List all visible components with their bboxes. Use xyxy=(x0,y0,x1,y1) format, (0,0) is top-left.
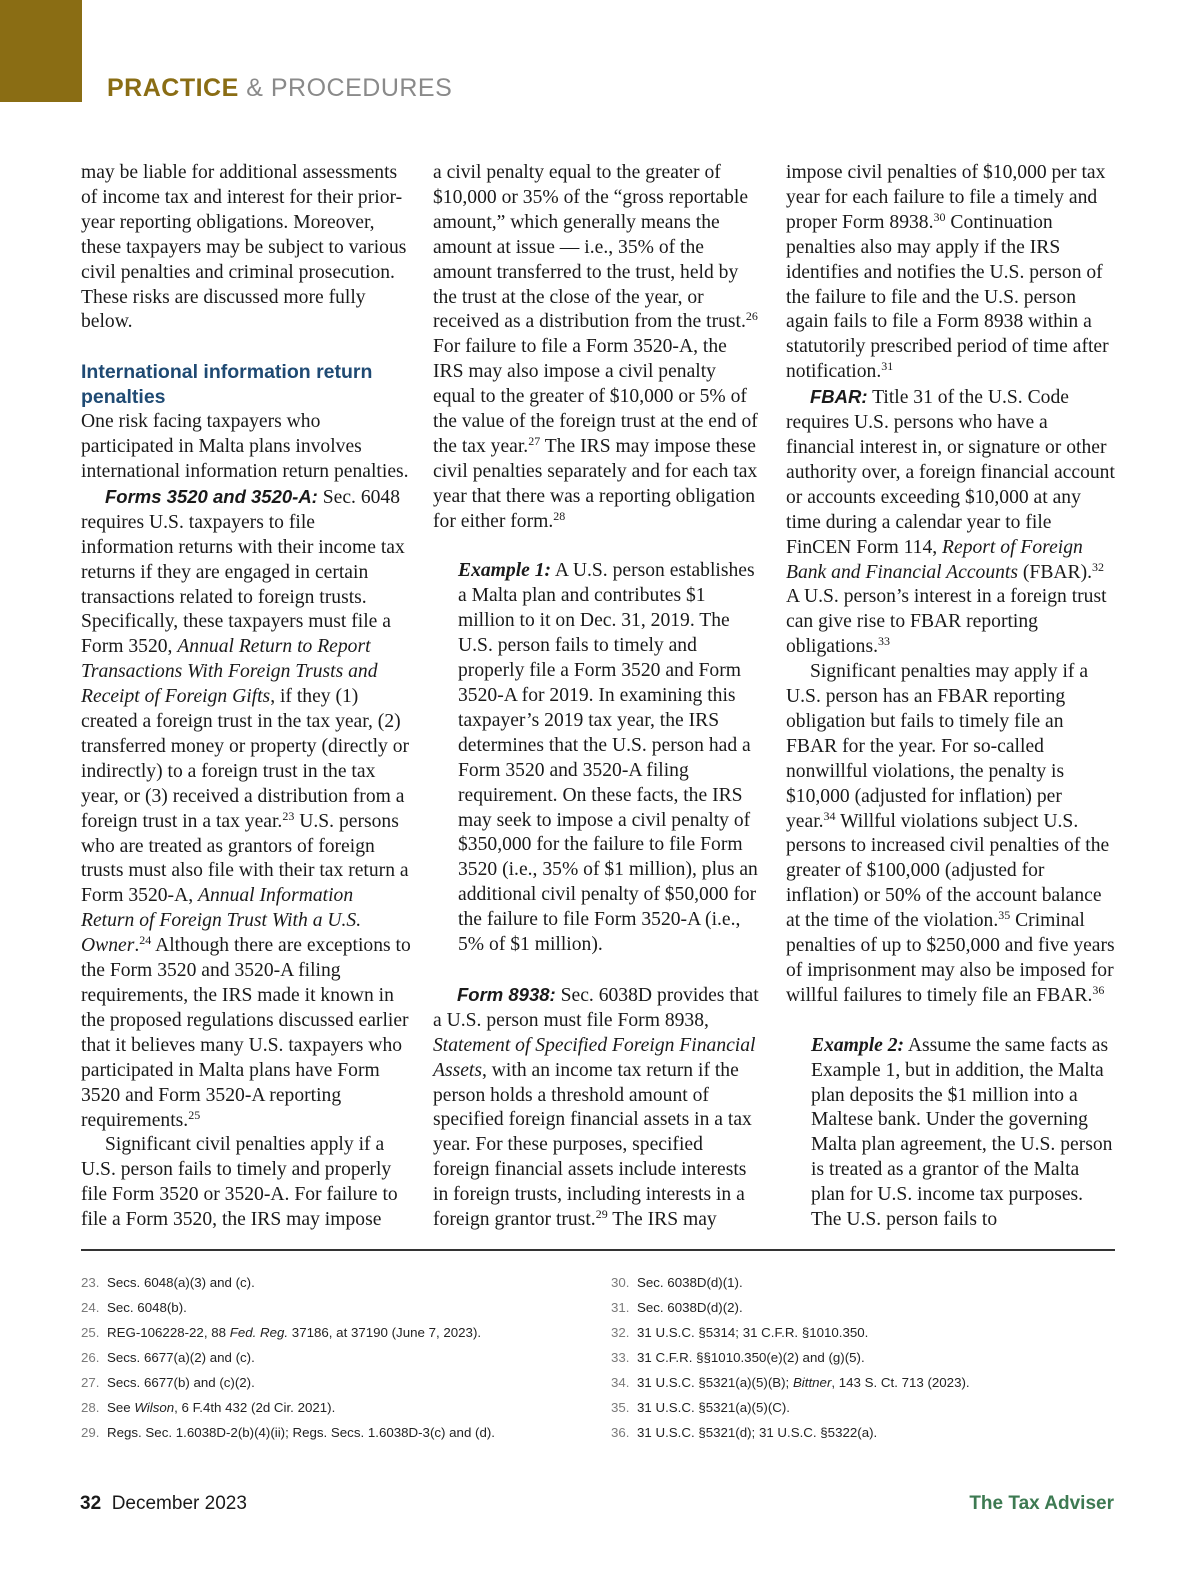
example-heading: Example 1: xyxy=(458,560,552,582)
footnote: 31. Sec. 6038D(d)(2). xyxy=(611,1300,743,1315)
form-title: Statement of Specified Foreign Financial Assets xyxy=(433,1034,756,1081)
paragraph: a civil penalty equal to the greater of $10,000 or 35% of the “gross reportable amount,” which generally means the amount at issue — i.e., 35% of the amount transferred to the trust, held by the trust at the close of the year, or received as a distribution from the trust.$^{26}$ For failure to file a Form 3520-A, the IRS may also impose a civil penalty equal to the greater of $10,000 or 5% of the value of the foreign trust at the end of the tax year.$^{27}$ The IRS may impose these civil penalties separately and for each tax year that there was a reporting obligation for either form.$^{28}$ xyxy=(433,162,758,532)
footnote: 32. 31 U.S.C. §5314; 31 C.F.R. §1010.350. xyxy=(611,1325,869,1340)
article-column-2 xyxy=(433,161,761,1233)
paragraph-form-8938: Form 8938: Sec. 6038D provides that a U.S. person must file Form 8938, Statement of Specified Foreign Financial Assets, with an income tax return if the person holds a threshold amount of specified foreign financial assets in a tax year. For these purposes, specified foreign financial assets include interests in foreign trusts, including interests in a foreign grantor trust.$^{29}$ The IRS may xyxy=(433,983,759,1231)
issue-date: December 2023 xyxy=(111,1493,247,1514)
footnote-ref: 23 xyxy=(282,808,295,823)
run-in-heading: Form 8938: xyxy=(457,983,556,1005)
footnote: 35. 31 U.S.C. §5321(a)(5)(C). xyxy=(611,1400,790,1415)
paragraph: impose civil penalties of $10,000 per tax year for each failure to file a timely and proper Form 8938.30 Continuation penalties also may apply if the IRS identifies and notifies the U.S. person of the failure to file and the U.S. person again fails to file a Form 8938 within a statutorily prescribed period of time after notification.$^{31}$ xyxy=(786,162,1109,383)
footnote: 30. Sec. 6038D(d)(1). xyxy=(611,1275,743,1290)
example-heading: Example 2: xyxy=(811,1034,905,1056)
footnote-ref: 30 xyxy=(933,209,946,224)
publication-name: The Tax Adviser xyxy=(969,1493,1114,1514)
footnotes-right xyxy=(611,1270,1121,1445)
footnote: 23. Secs. 6048(a)(3) and (c). xyxy=(81,1275,255,1290)
page-footer-left xyxy=(80,1493,247,1515)
footnote: 26. Secs. 6677(a)(2) and (c). xyxy=(81,1350,255,1365)
footnote-ref: 34 xyxy=(823,808,836,823)
footnote: 28. See Wilson, 6 F.4th 432 (2d Cir. 2021). xyxy=(81,1400,336,1415)
article-column-3 xyxy=(786,161,1116,1233)
form-title: Annual Information Return of Foreign Trust With a U.S. Owner xyxy=(81,885,362,957)
footnote-ref: 25 xyxy=(188,1107,201,1122)
footnote-ref: 36 xyxy=(1092,982,1105,997)
form-title: Report of Foreign Bank and Financial Accounts xyxy=(786,536,1083,583)
paragraph-forms-3520: Forms 3520 and 3520-A: Sec. 6048 requires U.S. taxpayers to file information returns with their income tax returns if they are engaged in certain transactions related to foreign trusts. Specifically, these taxpayers must file a Form 3520, Annual Return to Report Transactions With Foreign Trusts and Receipt of Foreign Gifts, if they (1) created a foreign trust in the tax year, (2) transferred money or property (directly or indirectly) to a foreign trust in the tax year, or (3) received a distribution from a foreign trust in a tax year.$^{23}$ U.S. persons who are treated as grantors of foreign trusts must also file with their tax return a Form 3520-A, Annual Information Return of Foreign Trust With a U.S. Owner.$^{24}$ Although there are exceptions to the Form 3520 and 3520-A filing requirements, the IRS made it known in the proposed regulations discussed earlier that it believes many U.S. taxpayers who participated in Malta plans have Form 3520 and Form 3520-A reporting requirements.$^{25}$ xyxy=(81,485,411,1131)
footnote-ref: 35 xyxy=(998,908,1011,923)
footnote-ref: 27 xyxy=(528,433,541,448)
run-in-heading: Forms 3520 and 3520-A: xyxy=(105,485,318,507)
run-in-heading: FBAR: xyxy=(810,386,868,408)
footnote: 25. REG-106228-22, 88 Fed. Reg. 37186, at 37190 (June 7, 2023). xyxy=(81,1325,482,1340)
footnotes-left xyxy=(81,1270,601,1445)
footnote-ref: 28 xyxy=(553,508,566,523)
article-column-1 xyxy=(81,161,411,1233)
footnote-ref: 29 xyxy=(595,1207,608,1222)
paragraph: Significant penalties may apply if a U.S. person has an FBAR reporting obligation but fails to timely file an FBAR for the year. For so-called nonwillful violations, the penalty is $10,000 (adjusted for inflation) per year.$^{34}$ Willful violations subject U.S. persons to increased civil penalties of the greater of $100,000 (adjusted for inflation) or 50% of the account balance at the time of the violation.$^{35}$ Criminal penalties of up to $250,000 and five years of imprisonment may also be imposed for willful failures to timely file an FBAR.$^{36}$ xyxy=(786,661,1115,1006)
paragraph: Significant civil penalties apply if a U.S. person fails to timely and properly file Form 3520 or 3520-A. For failure to file a Form 3520, the IRS may impose xyxy=(81,1134,398,1231)
form-title: Annual Return to Report Transactions With Foreign Trusts and Receipt of Foreign Gifts xyxy=(81,636,378,708)
footnote-divider xyxy=(81,1249,1115,1251)
footnote-ref: 26 xyxy=(745,309,758,324)
footnote: 27. Secs. 6677(b) and (c)(2). xyxy=(81,1375,255,1390)
section-header xyxy=(107,74,452,103)
footnote-ref: 24 xyxy=(139,933,152,948)
footnote-ref: 31 xyxy=(881,359,894,374)
example-2: Example 2: Assume the same facts as Example 1, but in addition, the Malta plan deposits the $1 million into a Maltese bank. Under the governing Malta plan agreement, the U.S. person is treated as a grantor of the Malta plan for U.S. income tax purposes. The U.S. person fails to xyxy=(811,1034,1113,1231)
page-number: 32 xyxy=(80,1493,102,1514)
corner-accent-block xyxy=(0,0,82,102)
footnote: 24. Sec. 6048(b). xyxy=(81,1300,187,1315)
footnote: 34. 31 U.S.C. §5321(a)(5)(B); Bittner, 143 S. Ct. 713 (2023). xyxy=(611,1375,970,1390)
footnote: 36. 31 U.S.C. §5321(d); 31 U.S.C. §5322(a). xyxy=(611,1425,878,1440)
section-header-bold: PRACTICE xyxy=(107,74,239,102)
section-header-rest: & PROCEDURES xyxy=(238,74,453,102)
paragraph: may be liable for additional assessments of income tax and interest for their prior-year reporting obligations. Moreover, these taxpayers may be subject to various civil penalties and criminal prosecution. These risks are discussed more fully below. xyxy=(81,162,407,333)
paragraph-fbar: FBAR: Title 31 of the U.S. Code requires U.S. persons who have a financial interest in, or signature or other authority over, a foreign financial account or accounts exceeding $10,000 at any time during a calendar year to file FinCEN Form 114, Report of Foreign Bank and Financial Accounts (FBAR).$^{32}$ A U.S. person’s interest in a foreign trust can give rise to FBAR reporting obligations.$^{33}$ xyxy=(786,386,1115,658)
paragraph: One risk facing taxpayers who participated in Malta plans involves international information return penalties. xyxy=(81,411,409,482)
footnote: 33. 31 C.F.R. §§1010.350(e)(2) and (g)(5). xyxy=(611,1350,865,1365)
footnote: 29. Regs. Sec. 1.6038D-2(b)(4)(ii); Regs. Secs. 1.6038D-3(c) and (d). xyxy=(81,1425,495,1440)
footnote-ref: 32 xyxy=(1092,559,1105,574)
footnote-ref: 33 xyxy=(877,634,890,649)
subheading-international-penalties: International information return penalties xyxy=(81,361,373,409)
example-1: Example 1: A U.S. person establishes a Malta plan and contributes $1 million to it on Dec. 31, 2019. The U.S. person fails to timely and properly file a Form 3520 and Form 3520-A for 2019. In examining this taxpayer’s 2019 tax year, the IRS determines that the U.S. person had a Form 3520 and 3520-A filing requirement. On these facts, the IRS may seek to impose a civil penalty of $350,000 for the failure to file Form 3520 (i.e., 35% of $1 million), plus an additional civil penalty of $50,000 for the failure to file Form 3520-A (i.e., 5% of $1 million). xyxy=(458,560,758,956)
